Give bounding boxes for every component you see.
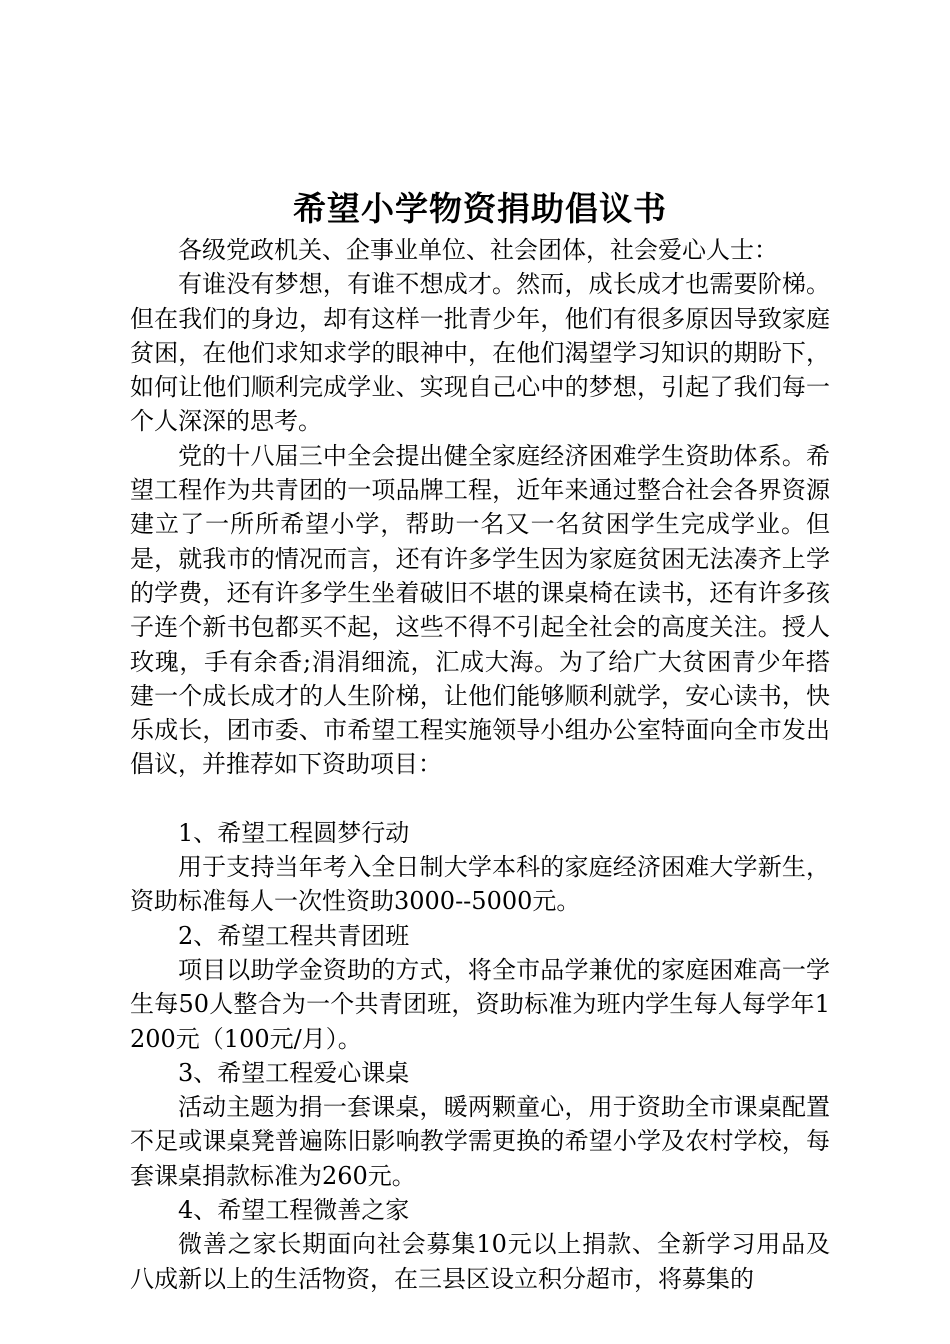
body-paragraph: 党的十八届三中全会提出健全家庭经济困难学生资助体系。希望工程作为共青团的一项品牌工程，近年来通过整合社会各界资源建立了一所所希望小学，帮助一名又一名贫困学生完成学业。但是，就我市的情况而言，还有许多学生因为家庭贫困无法凑齐上学的学费，还有许多学生坐着破旧不堪的课桌椅在读书，还有许多孩子连个新书包都买不起，这些不得不引起全社会的高度关注。授人玫瑰，手有余香;涓涓细流，汇成大海。为了给广大贫困青少年搭建一个成长成才的人生阶梯，让他们能够顺利就学，安心读书，快乐成长，团市委、市希望工程实施领导小组办公室特面向全市发出倡议，并推荐如下资助项目： bbox=[130, 441, 830, 779]
project-body-1: 用于支持当年考入全日制大学本科的家庭经济困难大学新生，资助标准每人一次性资助3000--5000元。 bbox=[130, 853, 830, 916]
project-heading-4: 4、希望工程微善之家 bbox=[178, 1196, 410, 1225]
paragraph-spacer bbox=[130, 782, 830, 816]
project-heading-2: 2、希望工程共青团班 bbox=[178, 921, 410, 950]
document-page bbox=[130, 185, 830, 1296]
project-body-4: 微善之家长期面向社会募集10元以上捐款、全新学习用品及八成新以上的生活物资，在三县区设立积分超市，将募集的 bbox=[130, 1230, 830, 1293]
project-heading-3: 3、希望工程爱心课桌 bbox=[178, 1058, 410, 1087]
document-title: 希望小学物资捐助倡议书 bbox=[293, 189, 667, 228]
project-body-2: 项目以助学金资助的方式，将全市品学兼优的家庭困难高一学生每50人整合为一个共青团班，资助标准为班内学生每人每学年1200元（100元/月）。 bbox=[130, 955, 830, 1053]
intro-paragraph: 有谁没有梦想，有谁不想成才。然而，成长成才也需要阶梯。但在我们的身边，却有这样一批青少年，他们有很多原因导致家庭贫困，在他们求知求学的眼神中，在他们渴望学习知识的期盼下，如何让他们顺利完成学业、实现自己心中的梦想，引起了我们每一个人深深的思考。 bbox=[130, 270, 830, 436]
project-body-3: 活动主题为捐一套课桌，暖两颗童心，用于资助全市课桌配置不足或课桌凳普遍陈旧影响教学需更换的希望小学及农村学校，每套课桌捐款标准为260元。 bbox=[130, 1093, 830, 1190]
salutation: 各级党政机关、企事业单位、社会团体，社会爱心人士： bbox=[178, 236, 778, 264]
project-heading-1: 1、希望工程圆梦行动 bbox=[178, 818, 410, 847]
